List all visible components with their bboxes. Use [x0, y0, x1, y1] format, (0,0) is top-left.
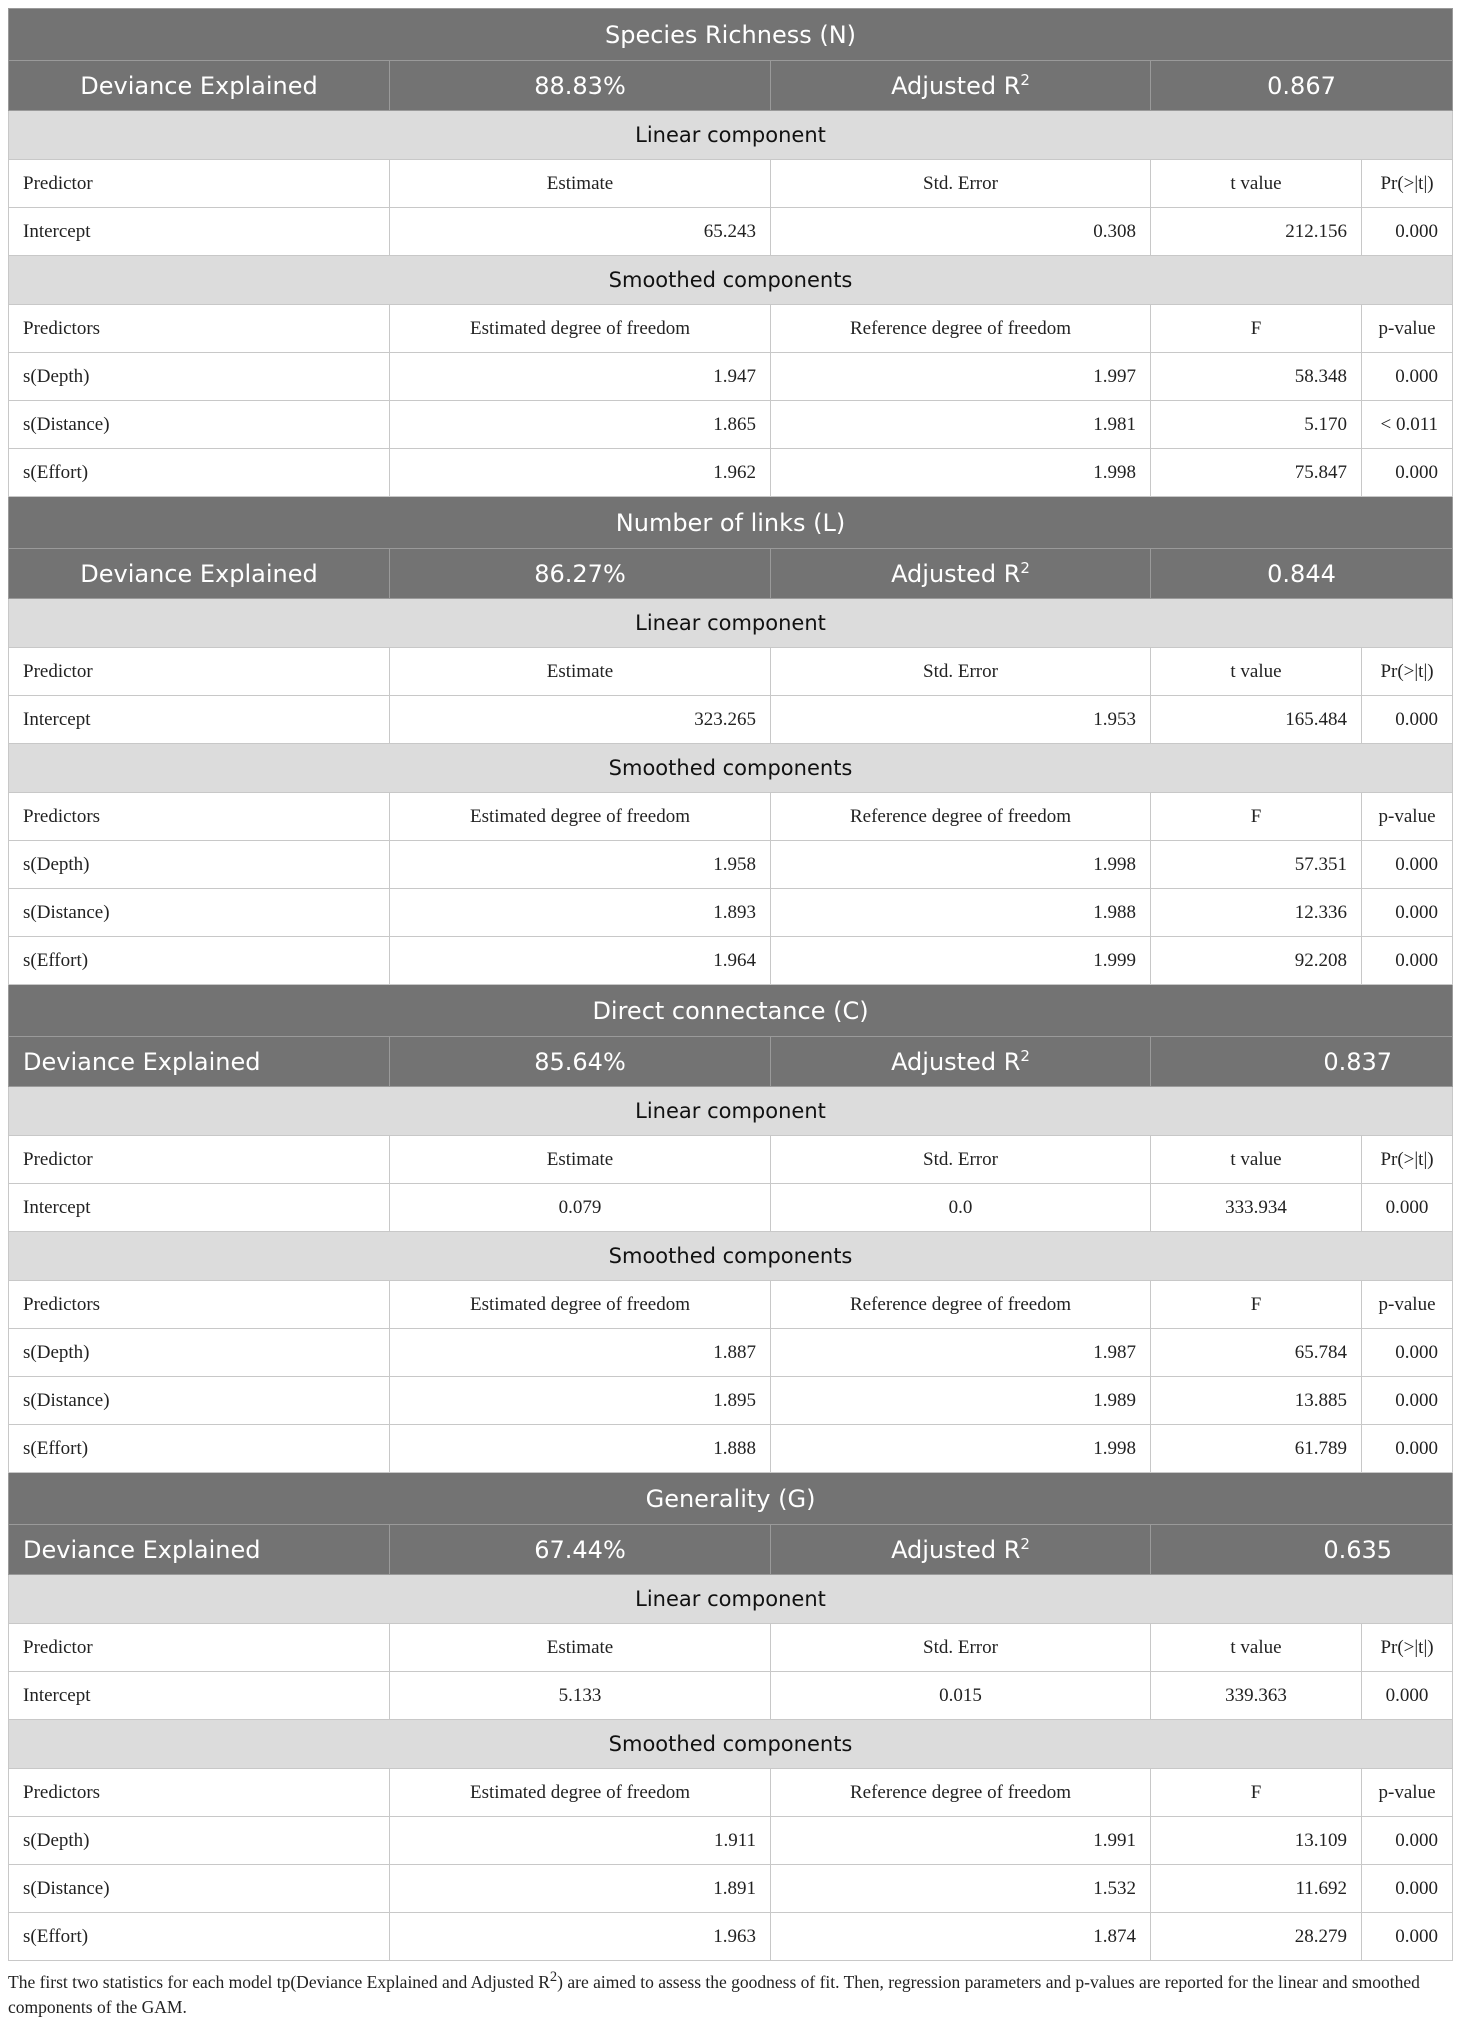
smooth-column-header: Reference degree of freedom — [771, 1769, 1151, 1817]
smooth-cell: 0.000 — [1362, 937, 1453, 985]
linear-section-row — [9, 1575, 1453, 1624]
deviance-explained-value: 88.83% — [390, 61, 771, 111]
deviance-explained-label: Deviance Explained — [9, 1525, 390, 1575]
linear-cell: 0.000 — [1362, 696, 1453, 744]
smooth-cell: 1.964 — [390, 937, 771, 985]
linear-section-row — [9, 1087, 1453, 1136]
smooth-cell: 58.348 — [1151, 353, 1362, 401]
smooth-cell: 0.000 — [1362, 449, 1453, 497]
smooth-cell: 1.958 — [390, 841, 771, 889]
smooth-cell: s(Depth) — [9, 841, 390, 889]
smooth-cell: 1.987 — [771, 1329, 1151, 1377]
smooth-section-row — [9, 744, 1453, 793]
model-title: Generality (G) — [9, 1473, 1453, 1525]
smooth-cell: s(Distance) — [9, 1377, 390, 1425]
smooth-column-header: p-value — [1362, 793, 1453, 841]
deviance-explained-value: 86.27% — [390, 549, 771, 599]
linear-header-row — [9, 160, 1453, 208]
smooth-header-row — [9, 793, 1453, 841]
adjusted-r2-superscript: 2 — [1020, 559, 1030, 577]
smooth-cell: 1.874 — [771, 1913, 1151, 1961]
linear-column-header: Pr(>|t|) — [1362, 160, 1453, 208]
smooth-column-header: F — [1151, 1769, 1362, 1817]
smooth-cell: 1.998 — [771, 1425, 1151, 1473]
footnote-text-cont: ) are aimed to assess the goodness of fit. Then, regression parameters and p-values are reported for the linear and smoothed components of the GAM. — [8, 1971, 1420, 2017]
adjusted-r2-text: Adjusted R — [891, 72, 1021, 100]
linear-column-header: Std. Error — [771, 1624, 1151, 1672]
adjusted-r2-value: 0.635 — [1151, 1525, 1453, 1575]
linear-column-header: Estimate — [390, 648, 771, 696]
smooth-column-header: Predictors — [9, 1281, 390, 1329]
adjusted-r2-label — [771, 549, 1151, 599]
linear-column-header: Pr(>|t|) — [1362, 648, 1453, 696]
smooth-section-row — [9, 256, 1453, 305]
linear-cell: 212.156 — [1151, 208, 1362, 256]
linear-cell: 0.015 — [771, 1672, 1151, 1720]
smooth-cell: 0.000 — [1362, 889, 1453, 937]
smooth-data-row — [9, 1865, 1453, 1913]
smooth-cell: 0.000 — [1362, 353, 1453, 401]
smooth-cell: s(Distance) — [9, 401, 390, 449]
linear-column-header: Predictor — [9, 1624, 390, 1672]
linear-cell: 0.000 — [1362, 1672, 1453, 1720]
smooth-cell: 5.170 — [1151, 401, 1362, 449]
smooth-data-row — [9, 1817, 1453, 1865]
adjusted-r2-superscript: 2 — [1020, 71, 1030, 89]
smooth-cell: 0.000 — [1362, 1377, 1453, 1425]
linear-column-header: Predictor — [9, 648, 390, 696]
smooth-section-row — [9, 1232, 1453, 1281]
linear-data-row — [9, 1672, 1453, 1720]
linear-cell: 1.953 — [771, 696, 1151, 744]
linear-data-row — [9, 696, 1453, 744]
adjusted-r2-label — [771, 1037, 1151, 1087]
smooth-data-row — [9, 353, 1453, 401]
linear-cell: 165.484 — [1151, 696, 1362, 744]
smoothed-components-title: Smoothed components — [9, 1232, 1453, 1281]
model-title-row — [9, 497, 1453, 549]
fit-stats-row — [9, 1037, 1453, 1087]
linear-column-header: t value — [1151, 160, 1362, 208]
adjusted-r2-label — [771, 1525, 1151, 1575]
linear-column-header: Estimate — [390, 160, 771, 208]
linear-cell: 0.000 — [1362, 208, 1453, 256]
smooth-cell: 1.963 — [390, 1913, 771, 1961]
smooth-cell: s(Depth) — [9, 1329, 390, 1377]
smooth-cell: 28.279 — [1151, 1913, 1362, 1961]
linear-section-row — [9, 599, 1453, 648]
fit-stats-row — [9, 549, 1453, 599]
smooth-cell: 0.000 — [1362, 1913, 1453, 1961]
smooth-data-row — [9, 889, 1453, 937]
smooth-cell: 0.000 — [1362, 1817, 1453, 1865]
smoothed-components-title: Smoothed components — [9, 256, 1453, 305]
linear-header-row — [9, 1136, 1453, 1184]
model-title: Direct connectance (C) — [9, 985, 1453, 1037]
smooth-cell: 1.895 — [390, 1377, 771, 1425]
smooth-data-row — [9, 1913, 1453, 1961]
smooth-data-row — [9, 1425, 1453, 1473]
smooth-cell: 1.887 — [390, 1329, 771, 1377]
linear-header-row — [9, 648, 1453, 696]
footnote-text: The first two statistics for each model tp(Deviance Explained and Adjusted R — [8, 1971, 550, 1992]
smooth-cell: 57.351 — [1151, 841, 1362, 889]
linear-section-row — [9, 111, 1453, 160]
smooth-column-header: Estimated degree of freedom — [390, 793, 771, 841]
model-title: Species Richness (N) — [9, 9, 1453, 61]
adjusted-r2-label — [771, 61, 1151, 111]
linear-component-title: Linear component — [9, 1087, 1453, 1136]
smooth-header-row — [9, 1769, 1453, 1817]
gam-results-table-container — [8, 8, 1452, 1961]
smooth-cell: 1.888 — [390, 1425, 771, 1473]
smooth-cell: s(Effort) — [9, 937, 390, 985]
smooth-cell: s(Effort) — [9, 1425, 390, 1473]
linear-cell: 0.079 — [390, 1184, 771, 1232]
adjusted-r2-value: 0.867 — [1151, 61, 1453, 111]
smooth-cell: 1.865 — [390, 401, 771, 449]
smooth-cell: 1.947 — [390, 353, 771, 401]
model-title-row — [9, 1473, 1453, 1525]
model-title: Number of links (L) — [9, 497, 1453, 549]
linear-column-header: Std. Error — [771, 648, 1151, 696]
smoothed-components-title: Smoothed components — [9, 744, 1453, 793]
adjusted-r2-superscript: 2 — [1020, 1535, 1030, 1553]
smooth-cell: 1.893 — [390, 889, 771, 937]
smooth-cell: 11.692 — [1151, 1865, 1362, 1913]
linear-cell: Intercept — [9, 1184, 390, 1232]
smooth-column-header: Predictors — [9, 305, 390, 353]
smooth-cell: < 0.011 — [1362, 401, 1453, 449]
smoothed-components-title: Smoothed components — [9, 1720, 1453, 1769]
smooth-cell: 75.847 — [1151, 449, 1362, 497]
smooth-cell: 1.988 — [771, 889, 1151, 937]
smooth-column-header: Reference degree of freedom — [771, 1281, 1151, 1329]
adjusted-r2-value: 0.844 — [1151, 549, 1453, 599]
smooth-cell: 13.109 — [1151, 1817, 1362, 1865]
smooth-column-header: Estimated degree of freedom — [390, 305, 771, 353]
adjusted-r2-text: Adjusted R — [891, 1536, 1021, 1564]
smooth-column-header: p-value — [1362, 1769, 1453, 1817]
linear-cell: 333.934 — [1151, 1184, 1362, 1232]
smooth-cell: 1.532 — [771, 1865, 1151, 1913]
linear-column-header: Pr(>|t|) — [1362, 1136, 1453, 1184]
smooth-cell: 1.962 — [390, 449, 771, 497]
linear-component-title: Linear component — [9, 599, 1453, 648]
adjusted-r2-value: 0.837 — [1151, 1037, 1453, 1087]
smooth-column-header: Reference degree of freedom — [771, 793, 1151, 841]
gam-results-table — [8, 8, 1453, 1961]
smooth-cell: 61.789 — [1151, 1425, 1362, 1473]
linear-cell: 0.0 — [771, 1184, 1151, 1232]
smooth-data-row — [9, 1329, 1453, 1377]
smooth-cell: 0.000 — [1362, 1329, 1453, 1377]
smooth-cell: s(Effort) — [9, 1913, 390, 1961]
smooth-cell: 12.336 — [1151, 889, 1362, 937]
smooth-column-header: F — [1151, 1281, 1362, 1329]
linear-cell: 0.308 — [771, 208, 1151, 256]
table-footnote — [8, 1965, 1452, 2020]
adjusted-r2-text: Adjusted R — [891, 1048, 1021, 1076]
linear-column-header: t value — [1151, 1136, 1362, 1184]
smooth-header-row — [9, 1281, 1453, 1329]
smooth-cell: 0.000 — [1362, 841, 1453, 889]
linear-cell: Intercept — [9, 1672, 390, 1720]
linear-data-row — [9, 208, 1453, 256]
linear-column-header: Estimate — [390, 1624, 771, 1672]
model-title-row — [9, 9, 1453, 61]
linear-data-row — [9, 1184, 1453, 1232]
smooth-column-header: Estimated degree of freedom — [390, 1769, 771, 1817]
linear-column-header: Std. Error — [771, 1136, 1151, 1184]
smooth-data-row — [9, 449, 1453, 497]
smooth-column-header: Estimated degree of freedom — [390, 1281, 771, 1329]
deviance-explained-value: 67.44% — [390, 1525, 771, 1575]
smooth-column-header: Reference degree of freedom — [771, 305, 1151, 353]
smooth-column-header: p-value — [1362, 1281, 1453, 1329]
smooth-column-header: Predictors — [9, 1769, 390, 1817]
smooth-column-header: F — [1151, 305, 1362, 353]
smooth-cell: 0.000 — [1362, 1865, 1453, 1913]
smooth-cell: 1.911 — [390, 1817, 771, 1865]
deviance-explained-value: 85.64% — [390, 1037, 771, 1087]
smooth-section-row — [9, 1720, 1453, 1769]
linear-column-header: Predictor — [9, 160, 390, 208]
smooth-cell: 1.991 — [771, 1817, 1151, 1865]
model-title-row — [9, 985, 1453, 1037]
linear-column-header: Predictor — [9, 1136, 390, 1184]
smooth-cell: 1.891 — [390, 1865, 771, 1913]
footnote-superscript: 2 — [549, 1969, 558, 1985]
smooth-data-row — [9, 401, 1453, 449]
smooth-cell: s(Effort) — [9, 449, 390, 497]
linear-header-row — [9, 1624, 1453, 1672]
linear-component-title: Linear component — [9, 1575, 1453, 1624]
linear-cell: 323.265 — [390, 696, 771, 744]
linear-column-header: t value — [1151, 648, 1362, 696]
smooth-cell: 1.989 — [771, 1377, 1151, 1425]
linear-column-header: Estimate — [390, 1136, 771, 1184]
smooth-cell: 1.981 — [771, 401, 1151, 449]
smooth-cell: s(Distance) — [9, 889, 390, 937]
smooth-cell: 13.885 — [1151, 1377, 1362, 1425]
linear-cell: 339.363 — [1151, 1672, 1362, 1720]
deviance-explained-label: Deviance Explained — [9, 549, 390, 599]
smooth-cell: 1.997 — [771, 353, 1151, 401]
fit-stats-row — [9, 61, 1453, 111]
adjusted-r2-superscript: 2 — [1020, 1047, 1030, 1065]
deviance-explained-label: Deviance Explained — [9, 1037, 390, 1087]
smooth-cell: s(Depth) — [9, 353, 390, 401]
smooth-cell: s(Depth) — [9, 1817, 390, 1865]
smooth-data-row — [9, 841, 1453, 889]
linear-cell: 65.243 — [390, 208, 771, 256]
linear-component-title: Linear component — [9, 111, 1453, 160]
adjusted-r2-text: Adjusted R — [891, 560, 1021, 588]
fit-stats-row — [9, 1525, 1453, 1575]
smooth-cell: 0.000 — [1362, 1425, 1453, 1473]
smooth-cell: 92.208 — [1151, 937, 1362, 985]
smooth-cell: 1.999 — [771, 937, 1151, 985]
smooth-header-row — [9, 305, 1453, 353]
linear-cell: 5.133 — [390, 1672, 771, 1720]
linear-column-header: t value — [1151, 1624, 1362, 1672]
smooth-cell: s(Distance) — [9, 1865, 390, 1913]
smooth-data-row — [9, 937, 1453, 985]
linear-cell: Intercept — [9, 208, 390, 256]
linear-column-header: Std. Error — [771, 160, 1151, 208]
smooth-cell: 1.998 — [771, 449, 1151, 497]
smooth-cell: 1.998 — [771, 841, 1151, 889]
smooth-cell: 65.784 — [1151, 1329, 1362, 1377]
linear-cell: Intercept — [9, 696, 390, 744]
smooth-data-row — [9, 1377, 1453, 1425]
smooth-column-header: p-value — [1362, 305, 1453, 353]
linear-cell: 0.000 — [1362, 1184, 1453, 1232]
smooth-column-header: F — [1151, 793, 1362, 841]
smooth-column-header: Predictors — [9, 793, 390, 841]
deviance-explained-label: Deviance Explained — [9, 61, 390, 111]
linear-column-header: Pr(>|t|) — [1362, 1624, 1453, 1672]
